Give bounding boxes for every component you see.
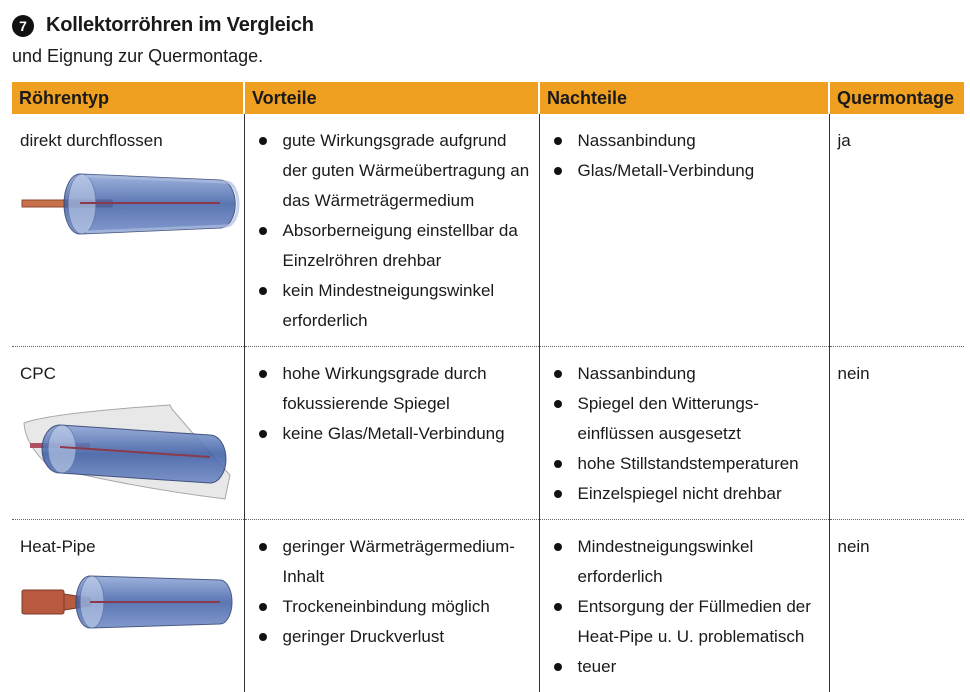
list-item: hohe Stillstandstemperaturen xyxy=(548,449,823,479)
cons-cell xyxy=(539,520,829,692)
cons-list xyxy=(548,126,823,186)
list-item: Spiegel den Witterungs-einflüssen ausgesetzt xyxy=(548,389,823,449)
section-number-badge: 7 xyxy=(12,15,34,37)
section-heading xyxy=(12,14,314,37)
tube-type-label: direkt durchflossen xyxy=(20,126,238,156)
direct-flow-tube-icon xyxy=(20,162,240,242)
tube-type-label: Heat-Pipe xyxy=(20,532,238,562)
list-item: Trockeneinbindung möglich xyxy=(253,592,533,622)
section-subtitle: und Eignung zur Quermontage. xyxy=(12,46,263,67)
tube-type-cell xyxy=(12,114,244,347)
column-header-pros: Vorteile xyxy=(244,82,539,114)
cons-list xyxy=(548,532,823,682)
mount-cell: ja xyxy=(829,114,964,347)
table-row xyxy=(12,520,964,692)
list-item: Glas/Metall-Verbindung xyxy=(548,156,823,186)
column-header-cons: Nachteile xyxy=(539,82,829,114)
list-item: Absorberneigung einstellbar da Einzelröhren drehbar xyxy=(253,216,533,276)
list-item: kein Mindestneigungswinkel erforderlich xyxy=(253,276,533,336)
mount-cell: nein xyxy=(829,347,964,520)
pros-cell xyxy=(244,347,539,520)
list-item: Nassanbindung xyxy=(548,359,823,389)
pros-list xyxy=(253,126,533,336)
pros-cell xyxy=(244,114,539,347)
tube-type-cell xyxy=(12,520,244,692)
pros-list xyxy=(253,532,533,652)
pros-cell xyxy=(244,520,539,692)
column-header-type: Röhrentyp xyxy=(12,82,244,114)
pros-list xyxy=(253,359,533,449)
list-item: Einzelspiegel nicht drehbar xyxy=(548,479,823,509)
list-item: geringer Wärmeträgermedium-Inhalt xyxy=(253,532,533,592)
list-item: geringer Druckverlust xyxy=(253,622,533,652)
cons-list xyxy=(548,359,823,509)
section-title: Kollektorröhren im Vergleich xyxy=(46,14,314,37)
heat-pipe-tube-icon xyxy=(20,568,240,638)
list-item: hohe Wirkungsgrade durch fokussierende Spiegel xyxy=(253,359,533,419)
list-item: Nassanbindung xyxy=(548,126,823,156)
tube-type-label: CPC xyxy=(20,359,238,389)
list-item: Mindestneigungswinkel erforderlich xyxy=(548,532,823,592)
table-row xyxy=(12,347,964,520)
cpc-tube-icon xyxy=(20,395,240,505)
list-item: Entsorgung der Füllmedien der Heat-Pipe u. U. problematisch xyxy=(548,592,823,652)
comparison-table xyxy=(12,82,964,692)
list-item: keine Glas/Metall-Verbindung xyxy=(253,419,533,449)
list-item: gute Wirkungsgrade aufgrund der guten Wärmeübertragung an das Wärmeträgermedium xyxy=(253,126,533,216)
table-row xyxy=(12,114,964,347)
list-item: teuer xyxy=(548,652,823,682)
column-header-mount: Quermontage xyxy=(829,82,964,114)
tube-type-cell xyxy=(12,347,244,520)
table-header-row xyxy=(12,82,964,114)
mount-cell: nein xyxy=(829,520,964,692)
cons-cell xyxy=(539,347,829,520)
cons-cell xyxy=(539,114,829,347)
